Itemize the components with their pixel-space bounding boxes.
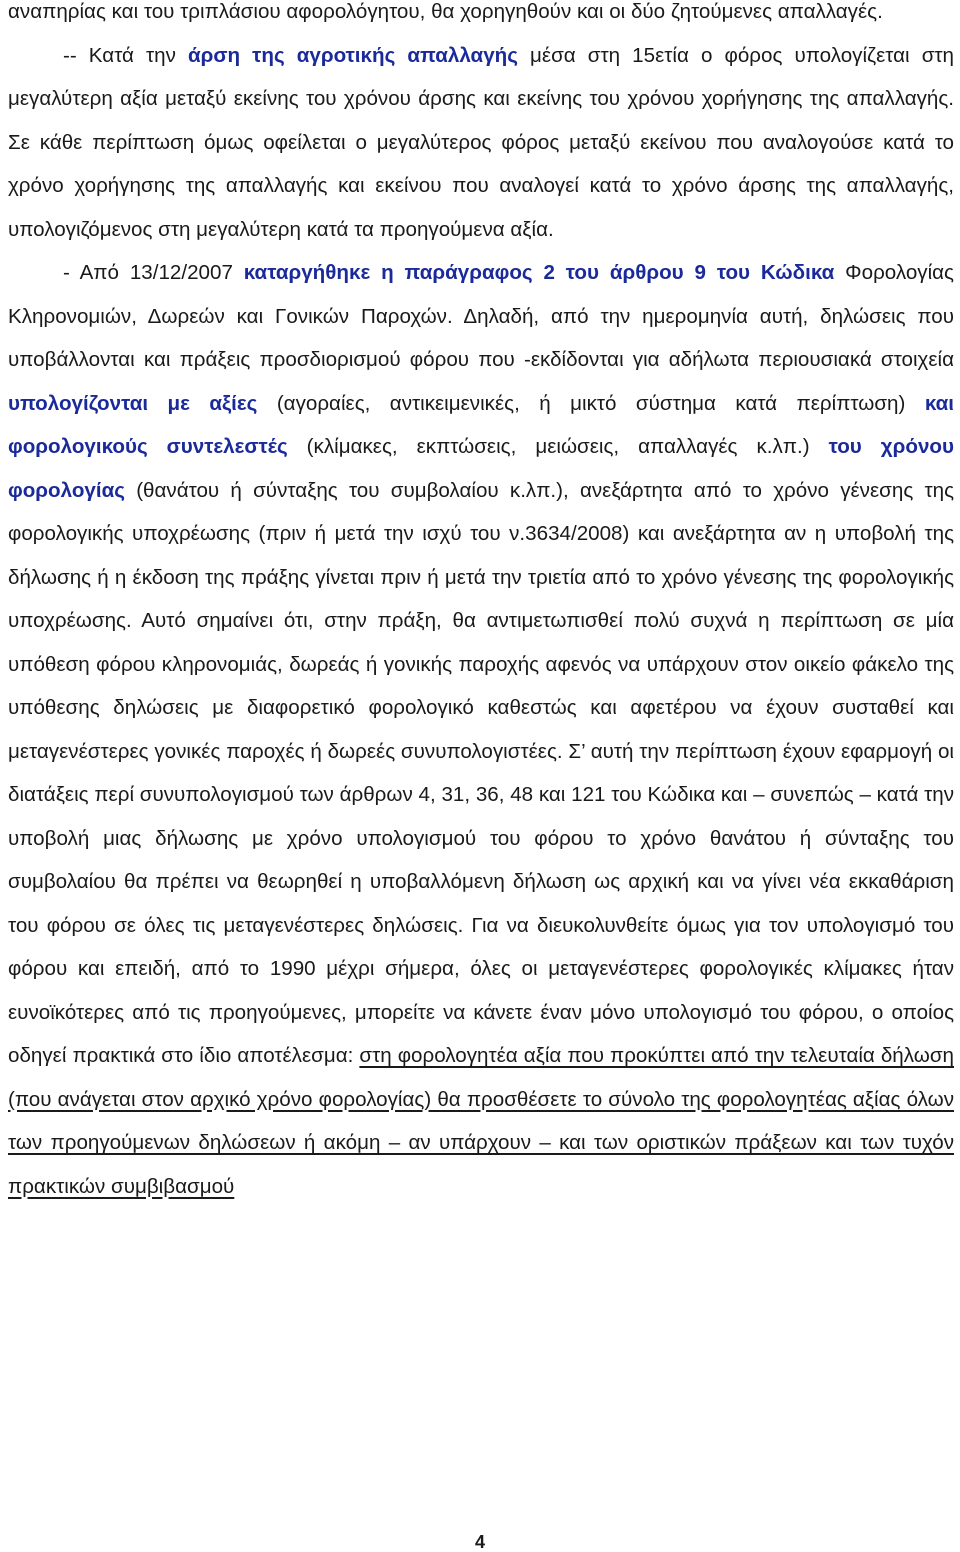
paragraph-2-text-2: μέσα στη 15ετία ο φόρος υπολογίζεται στη μεγαλύτερη αξία μεταξύ εκείνης του χρόνου άρσης και εκείνης του χρόνου χορήγησης της απαλλαγής. Σε κάθε περίπτωση όμως οφείλεται ο μεγαλύτερος φόρος μεταξύ εκείνου που αναλογούσε κατά το χρόνο χορήγησης της απαλλαγής και εκείνου που αναλογεί κατά το χρόνο άρσης της απαλλαγής, υπολογιζόμενος στη μεγαλύτερη κατά τα προηγούμενα αξία. (8, 43, 955, 241)
paragraph-2 (8, 34, 954, 252)
paragraph-1-text: αναπηρίας και του τριπλάσιου αφορολόγητου, θα χορηγηθούν και οι δύο ζητούμενες απαλλαγές. (8, 0, 883, 23)
paragraph-3-bold-4: του χρόνου φορολογίας (8, 435, 954, 502)
paragraph-3-text-5: (θανάτου ή σύνταξης του συμβολαίου κ.λπ.), ανεξάρτητα από το χρόνο γένεσης της φορολογικής υποχρέωσης (πριν ή μετά την ισχύ του ν.3634/2008) και ανεξάρτητα αν η υποβολή της δήλωσης ή η έκδοση της πράξης γίνεται πριν ή μετά την τριετία από το χρόνο γένεσης της φορολογικής υποχρέωσης. Αυτό σημαίνει ότι, στην πράξη, θα αντιμετωπισθεί πολύ συχνά η περίπτωση σε μία υπόθεση φόρου κληρονομιάς, δωρεάς ή γονικής παροχής αφενός να υπάρχουν στον οικείο φάκελο της υπόθεσης δηλώσεις με διαφορετικό φορολογικό καθεστώς και αφετέρου να έχουν συσταθεί και μεταγενέστερες γονικές παροχές ή δωρεές συνυπολογιστέες. Σ’ αυτή την περίπτωση έχουν εφαρμογή οι διατάξεις περί συνυπολογισμού των άρθρων 4, 31, 36, 48 και 121 του Κώδικα και – συνεπώς – κατά την υποβολή μιας δήλωσης με χρόνο υπολογισμού του φόρου το χρόνο θανάτου ή σύνταξης του συμβολαίου θα πρέπει να θεωρηθεί η υποβαλλόμενη δήλωση ως αρχική και να γίνει νέα εκκαθάριση του φόρου σε όλες τις μεταγενέστερες δηλώσεις. Για να διευκολυνθείτε όμως για τον υπολογισμό του φόρου και επειδή, από το 1990 μέχρι σήμερα, όλες οι μεταγενέστερες φορολογικές κλίμακες ήταν ευνοϊκότερες από τις προηγούμενες, μπορείτε να κάνετε έναν μόνο υπολογισμό του φόρου, ο οποίος οδηγεί πρακτικά στο ίδιο αποτέλεσμα: (8, 478, 954, 1067)
paragraph-2-text-1: -- Κατά την (63, 43, 189, 67)
paragraph-3 (8, 251, 954, 1208)
paragraph-2-bold-1: άρση της αγροτικής απαλλαγής (188, 43, 518, 67)
paragraph-3-text-1: - Από 13/12/2007 (63, 261, 244, 284)
page-number: 4 (474, 1532, 485, 1552)
paragraph-3-underlined: στη φορολογητέα αξία που προκύπτει από την τελευταία δήλωση (που ανάγεται στον αρχικό χρόνο φορολογίας) θα προσθέσετε το σύνολο της φορολογητέας αξίας όλων των προηγούμενων δηλώσεων ή ακόμη – αν υπάρχουν – και των οριστικών πράξεων και των τυχόν πρακτικών συμβιβασμού (8, 1044, 954, 1198)
paragraph-3-bold-1: καταργήθηκε η παράγραφος 2 του άρθρου 9 του Κώδικα (243, 261, 835, 284)
paragraph-3-text-3: (αγοραίες, αντικειμενικές, ή μικτό σύστημα κατά περίπτωση) (257, 391, 925, 415)
document-page (8, 0, 954, 1208)
paragraph-3-bold-3: και φορολογικούς συντελεστές (8, 391, 954, 458)
paragraph-1 (8, 0, 954, 34)
paragraph-3-bold-2: υπολογίζονται με αξίες (8, 391, 258, 415)
paragraph-3-text-2: Φορολογίας Κληρονομιών, Δωρεών και Γονικών Παροχών. Δηλαδή, από την ημερομηνία αυτή, δηλώσεις που υποβάλλονται και πράξεις προσδιορισμού φόρου που -εκδίδονται για αδήλωτα περιουσιακά στοιχεία (8, 261, 954, 371)
paragraph-3-text-4: (κλίμακες, εκπτώσεις, μειώσεις, απαλλαγές κ.λπ.) (287, 435, 829, 458)
